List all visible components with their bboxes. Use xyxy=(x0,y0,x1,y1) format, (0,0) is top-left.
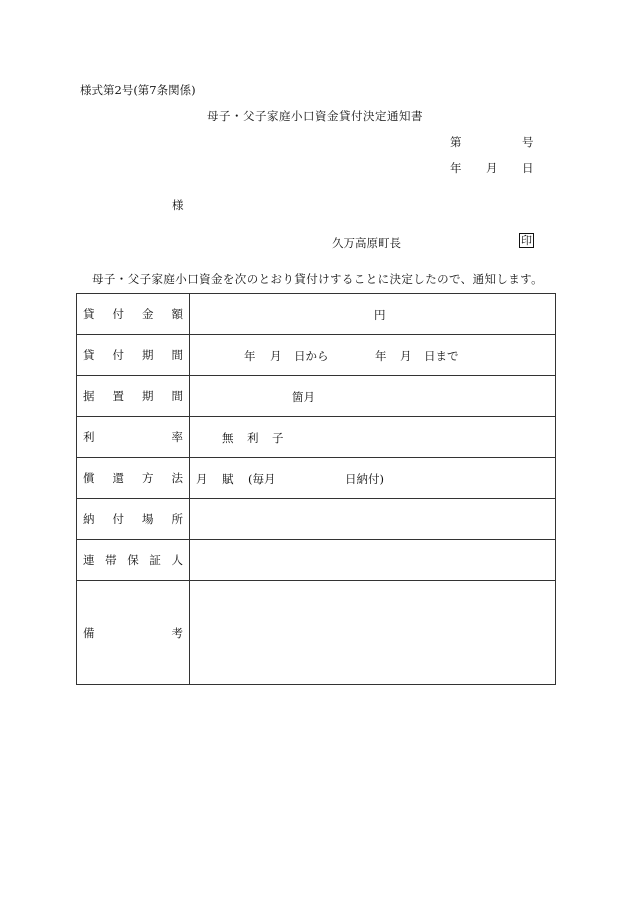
each-month-label: (毎月 xyxy=(248,472,276,486)
label-cell xyxy=(77,458,190,499)
label-char: 備 xyxy=(83,625,95,640)
label-char: 人 xyxy=(171,553,183,567)
end-year-label: 年 xyxy=(375,349,387,363)
start-day-label: 日から xyxy=(294,349,329,363)
loan-amount-field[interactable] xyxy=(190,294,556,335)
row-label xyxy=(77,306,189,322)
label-cell xyxy=(77,417,190,458)
table-row xyxy=(77,540,556,581)
label-char: 貸 xyxy=(83,307,95,321)
loan-decision-table xyxy=(76,293,556,685)
label-char: 所 xyxy=(171,512,183,526)
document-number-suffix: 号 xyxy=(522,135,534,149)
label-char: 考 xyxy=(171,625,183,640)
label-char: 期 xyxy=(142,348,154,362)
table-row xyxy=(77,335,556,376)
deferment-period-field[interactable] xyxy=(190,376,556,417)
row-label xyxy=(77,511,189,527)
row-label xyxy=(77,429,189,445)
label-char: 付 xyxy=(112,348,124,362)
issuer-name: 久万高原町長 xyxy=(332,236,401,250)
label-char: 金 xyxy=(142,307,154,321)
table-row xyxy=(77,376,556,417)
monthly-char: 月 xyxy=(196,472,208,486)
table-row xyxy=(77,458,556,499)
label-char: 連 xyxy=(83,553,95,567)
label-cell xyxy=(77,376,190,417)
payment-place-field[interactable] xyxy=(190,499,556,540)
label-char: 法 xyxy=(171,471,183,485)
payment-day-label: 日納付) xyxy=(345,472,384,486)
label-char: 期 xyxy=(142,389,154,403)
remarks-field[interactable] xyxy=(190,581,556,685)
label-cell xyxy=(77,540,190,581)
label-char: 帯 xyxy=(105,553,117,567)
label-cell xyxy=(77,499,190,540)
form-number: 様式第2号(第7条関係) xyxy=(80,83,196,97)
end-month-label: 月 xyxy=(400,349,412,363)
table-row xyxy=(77,581,556,685)
row-label xyxy=(77,388,189,404)
label-char: 据 xyxy=(83,389,95,403)
interest-free-char: 無 xyxy=(222,431,234,445)
label-char: 償 xyxy=(83,471,95,485)
yen-unit: 円 xyxy=(374,308,386,322)
start-year-label: 年 xyxy=(244,349,256,363)
label-char: 還 xyxy=(112,471,124,485)
label-char: 付 xyxy=(112,307,124,321)
addressee-suffix: 様 xyxy=(172,198,184,212)
row-label xyxy=(77,470,189,486)
installment-char: 賦 xyxy=(222,472,234,486)
repayment-method-field[interactable] xyxy=(190,458,556,499)
date-day-label: 日 xyxy=(522,161,534,175)
label-char: 額 xyxy=(171,307,183,321)
row-label xyxy=(77,625,189,641)
label-char: 利 xyxy=(83,430,95,444)
label-char: 証 xyxy=(149,553,161,567)
label-char: 場 xyxy=(142,512,154,526)
table-row xyxy=(77,499,556,540)
interest-free-char: 利 xyxy=(247,431,259,445)
row-label xyxy=(77,347,189,363)
label-char: 間 xyxy=(171,348,183,362)
label-char: 貸 xyxy=(83,348,95,362)
interest-free-char: 子 xyxy=(272,431,284,445)
label-cell xyxy=(77,581,190,685)
loan-period-field[interactable] xyxy=(190,335,556,376)
label-char: 保 xyxy=(127,553,139,567)
label-char: 間 xyxy=(171,389,183,403)
row-label xyxy=(77,552,189,568)
label-char: 率 xyxy=(171,430,183,444)
document-number-label: 第 xyxy=(450,135,462,149)
label-char: 納 xyxy=(83,512,95,526)
label-char: 方 xyxy=(142,471,154,485)
label-char: 付 xyxy=(112,512,124,526)
seal-mark: 印 xyxy=(521,234,532,247)
table-row xyxy=(77,294,556,335)
interest-rate-field xyxy=(190,417,556,458)
date-month-label: 月 xyxy=(486,161,498,175)
label-char: 置 xyxy=(112,389,124,403)
end-day-label: 日まで xyxy=(424,349,459,363)
label-cell xyxy=(77,294,190,335)
table-row xyxy=(77,417,556,458)
document-title: 母子・父子家庭小口資金貸付決定通知書 xyxy=(207,109,423,123)
guarantor-field[interactable] xyxy=(190,540,556,581)
label-cell xyxy=(77,335,190,376)
months-unit: 箇月 xyxy=(292,390,315,404)
date-year-label: 年 xyxy=(450,161,462,175)
notice-body-text: 母子・父子家庭小口資金を次のとおり貸付けすることに決定したので、通知します。 xyxy=(92,272,544,286)
start-month-label: 月 xyxy=(270,349,282,363)
